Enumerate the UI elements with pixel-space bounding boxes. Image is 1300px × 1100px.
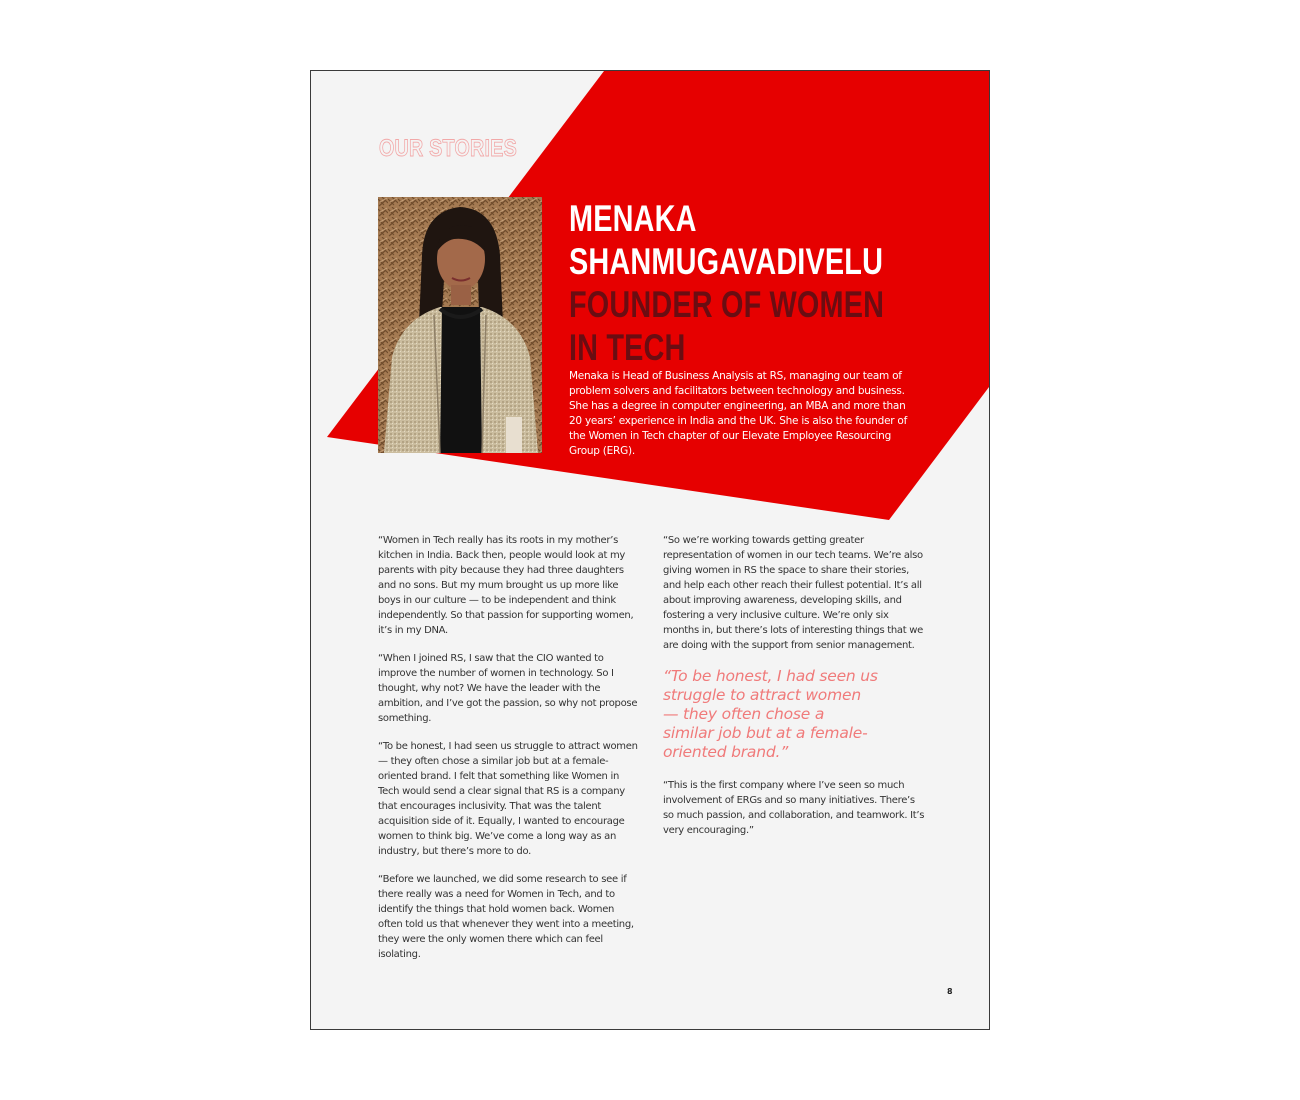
role-line-1: FOUNDER OF WOMEN [569, 284, 885, 325]
body-paragraph: “This is the first company where I’ve seen so much involvement of ERGs and so many initiatives. There’s so much passion, and collaboration, and teamwork. It’s very encouraging.” [663, 780, 925, 836]
intro-paragraph: Menaka is Head of Business Analysis at RS, managing our team of problem solvers and facilitators between technology and business. She has a degree in computer engineering, an MBA and more than 20 years’ experience in India and the UK. She is also the founder of the Women in Tech chapter of our Elevate Employee Resourcing Group (ERG). [569, 370, 908, 457]
body-paragraph: “Women in Tech really has its roots in my mother’s kitchen in India. Back then, people would look at my parents with pity because they had three daughters and no sons. But my mum brought us up more like boys in our culture — to be independent and think independently. So that passion for supporting women, it’s in my DNA. [378, 535, 634, 636]
pull-quote: “To be honest, I had seen us struggle to attract women — they often chose a similar job but at a female-oriented brand.” [663, 667, 878, 761]
left-column [378, 533, 640, 975]
body-paragraph: “Before we launched, we did some research to see if there really was a need for Women in Tech, and to identify the things that hold women back. Women often told us that whenever they went into a meeting, they were the only women there which can feel isolating. [378, 874, 634, 960]
body-paragraph: “To be honest, I had seen us struggle to attract women — they often chose a similar job but at a female-oriented brand. I felt that something like Women in Tech would send a clear signal that RS is a company that encourages inclusivity. That was the talent acquisition side of it. Equally, I wanted to encourage women to think big. We’ve come a long way as an industry, but there’s more to do. [378, 741, 638, 857]
document-page [310, 70, 990, 1030]
name-line-2: SHANMUGAVADIVELU [569, 241, 884, 282]
body-paragraph: “So we’re working towards getting greater representation of women in our tech teams. We’re also giving women in RS the space to share their stories, and help each other reach their fullest potential. It’s all about improving awareness, developing skills, and fostering a very inclusive culture. We’re only six months in, but there’s lots of interesting things that we are doing with the support from senior management. [663, 535, 923, 651]
right-column [663, 533, 925, 851]
page-number: 8 [947, 987, 953, 996]
name-line-1: MENAKA [569, 198, 697, 239]
body-paragraph: “When I joined RS, I saw that the CIO wanted to improve the number of women in technology. So I thought, why not? We have the leader with the ambition, and I’ve got the passion, so why not propose something. [378, 653, 638, 724]
profile-title [569, 197, 943, 369]
section-label: OUR STORIES [379, 135, 517, 162]
role-line-2: IN TECH [569, 327, 686, 368]
portrait-photo [378, 197, 542, 453]
